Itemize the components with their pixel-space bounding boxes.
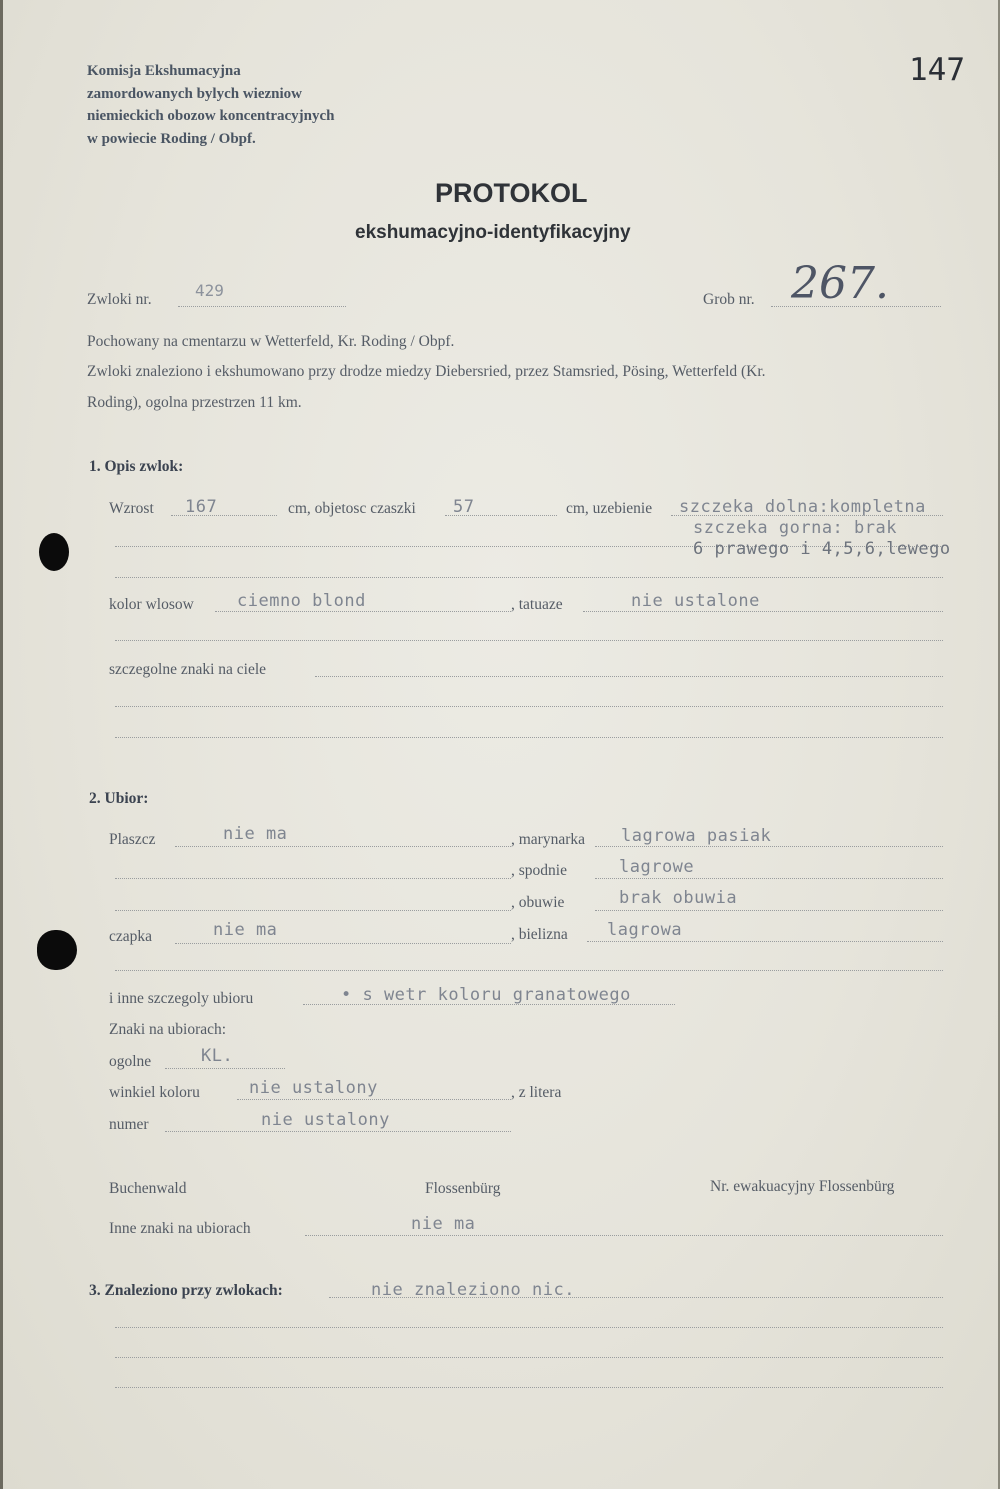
litera-label: , z litera — [511, 1084, 562, 1101]
header-line-2: zamordowanych bylych wiezniow — [87, 86, 302, 102]
czaszka-label: cm, objetosc czaszki — [288, 500, 416, 517]
bielizna-value: lagrowa — [607, 920, 683, 940]
bielizna-label: , bielizna — [511, 926, 568, 943]
winkiel-value: nie ustalony — [249, 1078, 378, 1098]
section-3-value: nie znaleziono nic. — [371, 1280, 575, 1300]
found-line-1: Zwloki znaleziono i ekshumowano przy drodze miedzy Diebersried, przez Stamsried, Pösing, Wetterfeld (Kr. — [87, 363, 766, 380]
ogolne-label: ogolne — [109, 1053, 152, 1070]
header-line-1: Komisja Ekshumacyjna — [87, 63, 241, 79]
plaszcz-value: nie ma — [223, 824, 288, 844]
kolor-wlosow-label: kolor wlosow — [109, 596, 194, 613]
zwloki-label: Zwloki nr. — [87, 291, 152, 308]
punch-hole-top — [39, 533, 69, 571]
bielizna-dotline — [587, 941, 943, 942]
blank-dotline-10 — [115, 1387, 943, 1388]
czapka-dotline — [175, 943, 511, 944]
inne-szczegoly-value: • s wetr koloru granatowego — [341, 985, 631, 1005]
punch-hole-bottom — [37, 930, 77, 970]
obuwie-label: , obuwie — [511, 894, 565, 911]
blank-dotline-7 — [115, 970, 943, 971]
tatuaze-dotline — [583, 611, 943, 612]
obuwie-dotline — [595, 910, 943, 911]
numer-dotline — [165, 1131, 511, 1132]
section-2-heading: 2. Ubior: — [89, 790, 149, 807]
header-line-4: w powiecie Roding / Obpf. — [87, 131, 256, 147]
ewakuacyjny-label: Nr. ewakuacyjny Flossenbürg — [710, 1178, 895, 1195]
uzebienie-line-3: 6 prawego i 4,5,6,lewego — [693, 539, 951, 559]
ogolne-dotline — [165, 1068, 285, 1069]
znaki-ubiorach-label: Znaki na ubiorach: — [109, 1021, 227, 1038]
tatuaze-value: nie ustalone — [631, 591, 760, 611]
spodnie-label: , spodnie — [511, 862, 567, 879]
spodnie-dotline — [595, 878, 943, 879]
section-1-heading: 1. Opis zwlok: — [89, 458, 184, 475]
wzrost-value: 167 — [185, 497, 218, 517]
grob-label: Grob nr. — [703, 291, 755, 308]
zwloki-value: 429 — [195, 281, 224, 300]
page-number: 147 — [909, 52, 965, 88]
zwloki-dotline — [178, 306, 346, 307]
inne-znaki-label: Inne znaki na ubiorach — [109, 1220, 251, 1237]
buchenwald-label: Buchenwald — [109, 1180, 187, 1197]
found-line-2: Roding), ogolna przestrzen 11 km. — [87, 394, 302, 411]
winkiel-dotline — [237, 1099, 511, 1100]
blank-dotline-9 — [115, 1357, 943, 1358]
wzrost-label: Wzrost — [109, 500, 154, 517]
blank-dotline-8 — [115, 1327, 943, 1328]
numer-value: nie ustalony — [261, 1110, 390, 1130]
blank-dotline-5 — [115, 878, 511, 879]
flossenburg-label: Flossenbürg — [425, 1180, 501, 1197]
inne-znaki-dotline — [305, 1235, 943, 1236]
header-line-3: niemieckich obozow koncentracyjnych — [87, 108, 335, 124]
tatuaze-label: , tatuaze — [511, 596, 563, 613]
plaszcz-label: Plaszcz — [109, 831, 156, 848]
znaki-ciele-dotline — [315, 676, 943, 677]
kolor-wlosow-value: ciemno blond — [237, 591, 366, 611]
blank-dotline-6 — [115, 910, 511, 911]
czaszka-value: 57 — [453, 497, 475, 517]
czapka-value: nie ma — [213, 920, 278, 940]
blank-dotline-1 — [115, 577, 943, 578]
grob-value: 267. — [791, 258, 889, 309]
uzebienie-label: cm, uzebienie — [566, 500, 653, 517]
obuwie-value: brak obuwia — [619, 888, 738, 908]
inne-szczegoly-label: i inne szczegoly ubioru — [109, 990, 254, 1007]
document-subtitle: ekshumacyjno-identyfikacyjny — [355, 222, 631, 243]
uzebienie-line-2: szczeka gorna: brak — [693, 518, 897, 538]
numer-label: numer — [109, 1116, 149, 1133]
winkiel-label: winkiel koloru — [109, 1084, 200, 1101]
plaszcz-dotline — [175, 846, 511, 847]
spodnie-value: lagrowe — [619, 857, 695, 877]
znaki-ciele-label: szczegolne znaki na ciele — [109, 661, 267, 678]
document-title: PROTOKOL — [435, 178, 588, 208]
kolor-dotline — [215, 611, 511, 612]
blank-dotline-4 — [115, 737, 943, 738]
section-3-heading: 3. Znaleziono przy zwlokach: — [89, 1282, 283, 1299]
ogolne-value: KL. — [201, 1046, 234, 1066]
burial-line: Pochowany na cmentarzu w Wetterfeld, Kr. Roding / Obpf. — [87, 333, 455, 350]
marynarka-dotline — [595, 846, 943, 847]
czapka-label: czapka — [109, 928, 153, 945]
blank-dotline-2 — [115, 640, 943, 641]
blank-dotline-3 — [115, 706, 943, 707]
marynarka-label: , marynarka — [511, 831, 586, 848]
uzebienie-line-1: szczeka dolna:kompletna — [679, 497, 926, 517]
marynarka-value: lagrowa pasiak — [621, 826, 772, 846]
inne-znaki-value: nie ma — [411, 1214, 476, 1234]
